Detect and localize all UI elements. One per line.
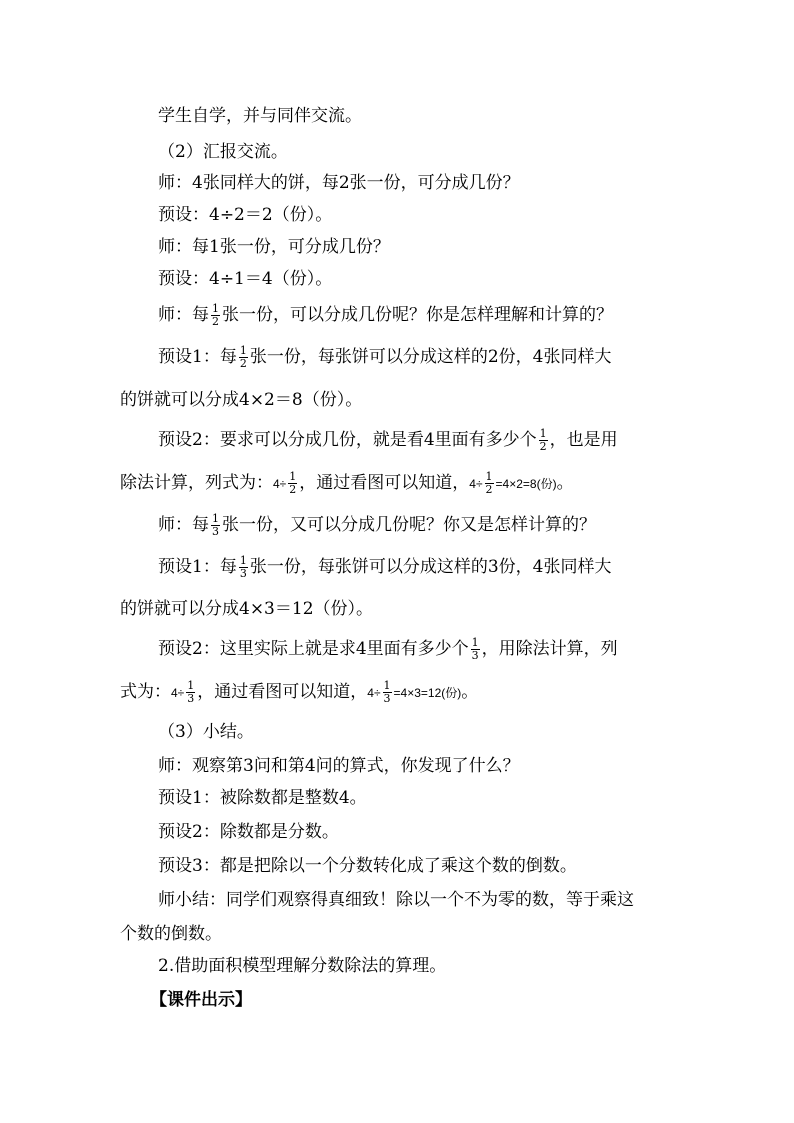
fraction — [288, 471, 297, 496]
formula-segment: 4÷ — [171, 686, 185, 700]
fraction-denominator: 2 — [485, 483, 493, 496]
text-segment: 式为： — [120, 682, 171, 702]
fraction-denominator: 3 — [212, 525, 219, 538]
fraction-denominator: 3 — [471, 649, 479, 662]
paragraph-line: 预设3：都是把除以一个分数转化成了乘这个数的倒数。 — [158, 856, 577, 876]
formula-segment: =4×2=8(份) — [495, 477, 557, 491]
paragraph-line: 的饼就可以分成4×2＝8（份）。 — [120, 390, 363, 410]
fraction — [239, 345, 248, 370]
section-heading: （3）小结。 — [158, 722, 254, 742]
formula-segment: 4÷ — [367, 686, 381, 700]
fraction-numerator: 1 — [212, 512, 219, 525]
paragraph-line: 师小结：同学们观察得真细致！除以一个不为零的数，等于乘这 — [158, 890, 634, 910]
paragraph-line — [158, 303, 613, 328]
formula-segment: 4÷ — [469, 477, 483, 491]
text-segment: ，也是用 — [549, 430, 618, 450]
paragraph-line: 预设2：除数都是分数。 — [158, 822, 339, 842]
fraction-numerator: 1 — [187, 679, 195, 692]
paragraph-line — [158, 513, 596, 538]
fraction-denominator: 2 — [539, 440, 547, 453]
courseware-heading: 【课件出示】 — [150, 990, 252, 1010]
text-segment: 师：每 — [158, 305, 209, 325]
text-segment: 除法计算，列式为： — [120, 473, 273, 493]
fraction — [186, 680, 195, 705]
paragraph-line — [158, 637, 618, 662]
fraction-denominator: 2 — [212, 315, 219, 328]
paragraph-line: 预设：4÷1＝4（份）。 — [158, 269, 333, 289]
paragraph-line: 师：每1张一份，可分成几份？ — [158, 237, 390, 257]
fraction — [539, 428, 548, 453]
fraction-numerator: 1 — [471, 636, 479, 649]
text-segment: 预设1：每 — [158, 557, 237, 577]
text-segment: 预设2：这里实际上就是求4里面有多少个 — [158, 639, 469, 659]
text-segment: 预设1：每 — [158, 347, 237, 367]
paragraph-line: 的饼就可以分成4×3＝12（份）。 — [120, 599, 374, 619]
fraction-numerator: 1 — [539, 427, 547, 440]
fraction — [211, 513, 220, 538]
fraction-numerator: 1 — [289, 470, 297, 483]
formula-segment: =4×3=12(份) — [393, 686, 462, 700]
formula-segment: 4÷ — [273, 477, 287, 491]
text-segment: ，用除法计算，列 — [481, 639, 618, 659]
paragraph-line — [120, 680, 478, 705]
text-segment: ，通过看图可以知道， — [197, 682, 368, 702]
paragraph-line — [158, 345, 611, 370]
fraction-numerator: 1 — [239, 344, 247, 357]
text-segment: 。 — [461, 682, 479, 702]
fraction — [383, 680, 392, 705]
paragraph-line: 学生自学，并与同伴交流。 — [158, 106, 362, 126]
paragraph-line — [158, 555, 611, 580]
fraction-numerator: 1 — [239, 554, 247, 567]
fraction-numerator: 1 — [485, 470, 493, 483]
text-segment: 张一份，每张饼可以分成这样的3份，4张同样大 — [249, 557, 612, 577]
paragraph-line: 师：观察第3问和第4问的算式，你发现了什么？ — [158, 756, 520, 776]
fraction-denominator: 3 — [187, 692, 195, 705]
paragraph-line: 个数的倒数。 — [120, 924, 222, 944]
fraction-denominator: 3 — [239, 567, 247, 580]
section-heading: 2.借助面积模型理解分数除法的算理。 — [158, 956, 447, 976]
paragraph-line — [158, 428, 618, 453]
text-segment: 张一份，又可以分成几份呢？你又是怎样计算的？ — [222, 515, 596, 535]
paragraph-line: 预设：4÷2＝2（份）。 — [158, 205, 333, 225]
text-segment: 张一份，每张饼可以分成这样的2份，4张同样大 — [249, 347, 612, 367]
paragraph-line — [120, 471, 574, 496]
text-segment: 张一份，可以分成几份呢？你是怎样理解和计算的？ — [222, 305, 613, 325]
section-heading: （2）汇报交流。 — [158, 142, 288, 162]
text-segment: 预设2：要求可以分成几份，就是看4里面有多少个 — [158, 430, 537, 450]
text-segment: 师：每 — [158, 515, 209, 535]
fraction — [211, 303, 220, 328]
paragraph-line: 师：4张同样大的饼，每2张一份，可分成几份？ — [158, 173, 520, 193]
text-segment: 。 — [556, 473, 574, 493]
fraction — [239, 555, 248, 580]
fraction-denominator: 2 — [239, 357, 247, 370]
text-segment: ，通过看图可以知道， — [299, 473, 470, 493]
fraction — [485, 471, 494, 496]
paragraph-line: 预设1：被除数都是整数4。 — [158, 788, 367, 808]
fraction — [471, 637, 480, 662]
fraction-denominator: 3 — [383, 692, 391, 705]
fraction-numerator: 1 — [383, 679, 391, 692]
fraction-numerator: 1 — [212, 302, 219, 315]
fraction-denominator: 2 — [289, 483, 297, 496]
